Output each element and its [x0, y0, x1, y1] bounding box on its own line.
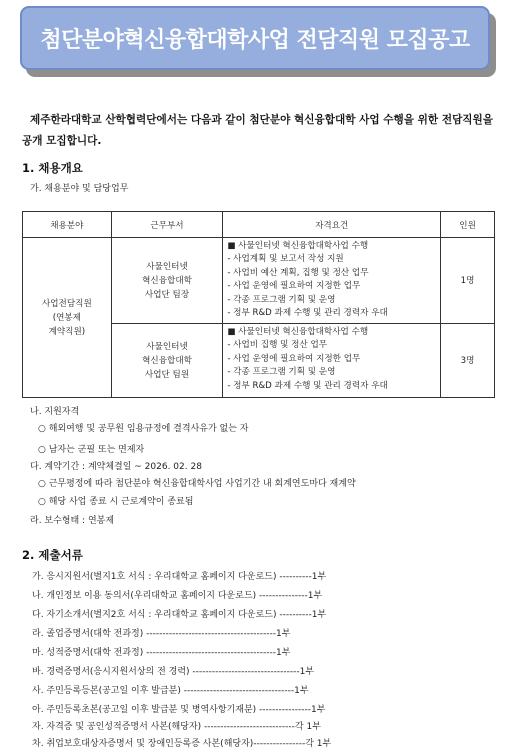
- document-item: 아. 주민등록초본(공고일 이후 발급분 및 병역사항기재분) ----------------1부: [32, 705, 326, 715]
- count-cell: 1명: [441, 238, 495, 324]
- sub-d-heading: 라. 보수형태 : 연봉제: [30, 516, 115, 526]
- sub-b-heading: 나. 지원자격: [30, 407, 80, 417]
- table-header-row: [23, 212, 495, 238]
- document-item: 차. 취업보호대상자증명서 및 장애인등록증 사본(해당자)----------------각 1부: [32, 739, 332, 749]
- document-item: 사. 주민등록등본(공고일 이후 발급분) ----------------------------------1부: [32, 686, 309, 696]
- banner-box: [20, 6, 490, 70]
- list-item: ○ 남자는 군필 또는 면제자: [38, 445, 145, 455]
- sub-a-heading: 가. 채용분야 및 담당업무: [30, 184, 129, 194]
- document-item: 가. 응시지원서(별지1호 서식 : 우리대학교 홈페이지 다운로드) ----------1부: [32, 572, 327, 582]
- header-count: 인원: [441, 212, 495, 238]
- header-field: 채용분야: [23, 212, 112, 238]
- document-item: 마. 성적증명서(대학 전과정) ----------------------------------------1부: [32, 648, 291, 658]
- list-item: ○ 해당 사업 종료 시 근로계약이 종료됨: [38, 497, 194, 507]
- title-banner: [20, 6, 498, 76]
- page-title: 첨단분야혁신융합대학사업 전담직원 모집공고: [40, 27, 470, 53]
- table-row: [23, 238, 495, 324]
- header-dept: 근무부서: [111, 212, 223, 238]
- field-cell: 사업전담직원 (연봉제 계약직원): [23, 238, 112, 398]
- section1-heading: 1. 채용개요: [22, 161, 83, 175]
- quals-cell: ■ 사물인터넷 혁신융합대학사업 수행 - 사업계획 및 보고서 작성 지원 - 사업비 예산 계획, 집행 및 정산 업무 - 사업 운영에 필요하여 지정한 업무 - 각종 프로그램 기획 및 운영 - 정부 R&D 과제 수행 및 관리 경력자 우대: [223, 238, 441, 324]
- header-quals: 자격요건: [223, 212, 441, 238]
- section2-heading: 2. 제출서류: [22, 548, 83, 562]
- intro-paragraph: 제주한라대학교 산학협력단에서는 다음과 같이 첨단분야 혁신융합대학 사업 수행을 위한 전담직원을 공개 모집합니다.: [22, 114, 493, 147]
- dept-cell: 사물인터넷 혁신융합대학 사업단 팀장: [111, 238, 223, 324]
- document-item: 자. 자격증 및 공인성적증명서 사본(해당자) ----------------------------각 1부: [32, 722, 321, 732]
- dept-cell: 사물인터넷 혁신융합대학 사업단 팀원: [111, 324, 223, 398]
- list-item: ○ 해외여행 및 공무원 임용규정에 결격사유가 없는 자: [38, 424, 249, 434]
- recruitment-table: [22, 211, 495, 398]
- list-item: ○ 근무평정에 따라 첨단분야 혁신융합대학사업 사업기간 내 회계연도마다 재계약: [38, 479, 356, 489]
- count-cell: 3명: [441, 324, 495, 398]
- document-item: 나. 개인정보 이용 동의서(우리대학교 홈페이지 다운로드) ---------------1부: [32, 591, 323, 601]
- sub-c-heading: 다. 계약기간 : 계약체결일 ~ 2026. 02. 28: [30, 462, 202, 472]
- quals-cell: ■ 사물인터넷 혁신융합대학사업 수행 - 사업비 집행 및 정산 업무 - 사업 운영에 필요하여 지정한 업무 - 각종 프로그램 기획 및 운영 - 정부 R&D 과제 수행 및 관리 경력자 우대: [223, 324, 441, 398]
- document-item: 바. 경력증명서(응시지원서상의 전 경력) ---------------------------------1부: [32, 667, 315, 677]
- document-item: 다. 자기소개서(별지2호 서식 : 우리대학교 홈페이지 다운로드) ----------1부: [32, 610, 327, 620]
- document-item: 라. 졸업증명서(대학 전과정) ----------------------------------------1부: [32, 629, 291, 639]
